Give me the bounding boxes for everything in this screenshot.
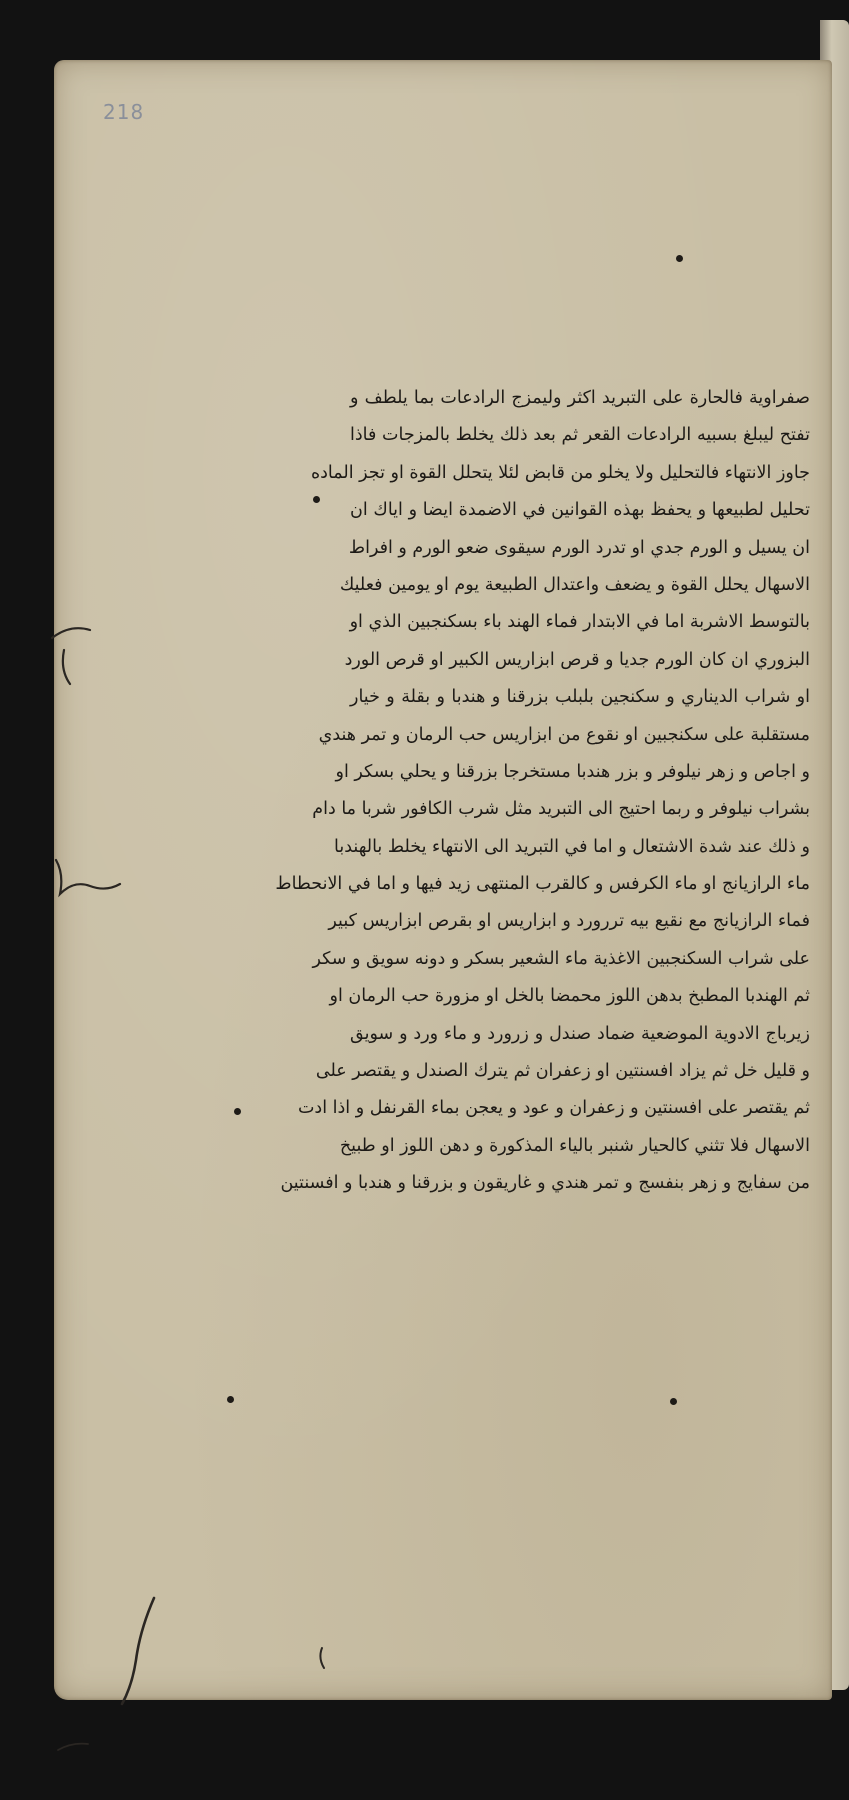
manuscript-line: من سفايج و زهر بنفسج و تمر هندي و غاريقون و بزرقنا و هندبا و افسنتين: [280, 1173, 810, 1194]
manuscript-line: و قليل خل ثم يزاد افسنتين او زعفران ثم يترك الصندل و يقتصر على: [315, 1061, 810, 1082]
margin-ink-stroke: [50, 620, 110, 690]
manuscript-line: تحليل لطبيعها و يحفظ بهذه القوانين في الاضمدة ايضا و اياك ان: [350, 500, 810, 521]
manuscript-line: الاسهال يحلل القوة و يضعف واعتدال الطبيعة يوم او يومين فعليك: [339, 574, 810, 595]
manuscript-page: [54, 60, 832, 1700]
manuscript-line: بالتوسط الاشربة اما في الابتدار فماء الهند باء بسكنجبين الذي او: [349, 612, 810, 633]
manuscript-line: جاوز الانتهاء فالتحليل ولا يخلو من قابض لئلا يتحلل القوة او تجز الماده: [310, 462, 810, 483]
manuscript-line: على شراب السكنجبين الاغذية ماء الشعير بسكر و دونه سويق و سكر: [312, 948, 810, 969]
manuscript-line: ثم يقتصر على افسنتين و زعفران و عود و يعجن بماء القرنفل و اذا ادت: [297, 1098, 810, 1119]
margin-ink-stroke: [312, 1644, 332, 1674]
manuscript-line: ثم الهندبا المطبخ بدهن اللوز محمضا بالخل او مزورة حب الرمان او: [329, 986, 810, 1007]
manuscript-line: الاسهال فلا تثني كالحيار شنبر بالياء المذكورة و دهن اللوز او طبيخ: [339, 1135, 810, 1156]
ink-dot: [670, 1398, 677, 1405]
margin-ink-stroke: [54, 1720, 94, 1760]
manuscript-line: و اجاص و زهر نيلوفر و بزر هندبا مستخرجا بزرقنا و يحلي بسكر او: [335, 761, 810, 782]
manuscript-line: و ذلك عند شدة الاشتعال و اما في التبريد الى الانتهاء يخلط بالهندبا: [334, 836, 810, 857]
folio-number: 218: [103, 100, 145, 124]
manuscript-line: تفتح ليبلغ بسبيه الرادعات القعر ثم بعد ذلك يخلط بالمزجات فاذا: [350, 425, 810, 446]
ink-dot: [227, 1396, 234, 1403]
manuscript-line: مستقلبة على سكنجبين او نقوع من ابزاريس حب الرمان و تمر هندي: [318, 724, 810, 745]
manuscript-line: البزوري ان كان الورم جديا و قرص ابزاريس الكبير او قرص الورد: [344, 649, 810, 670]
manuscript-line: فماء الرازيانج مع نقيع بيه تررورد و ابزاريس او بقرص ابزاريس كبير: [328, 911, 810, 932]
ink-dot: [234, 1108, 241, 1115]
manuscript-line: زيرباج الادوية الموضعية ضماد صندل و زرورد و ماء ورد و سويق: [350, 1023, 810, 1044]
manuscript-line: بشراب نيلوفر و ربما احتيج الى التبريد مثل شرب الكافور شربا ما دام: [312, 799, 810, 820]
ink-dot: [676, 255, 683, 262]
manuscript-text-block: [275, 380, 810, 1570]
margin-ink-stroke: [110, 1590, 170, 1710]
manuscript-line: صفراوية فالحارة على التبريد اكثر وليمزج الرادعات بما يلطف و: [350, 388, 810, 408]
manuscript-line: ان يسيل و الورم جدي او تدرد الورم سيقوى ضعو الورم و افراط: [348, 537, 810, 558]
margin-ink-stroke: [50, 850, 130, 910]
ink-dot: [313, 496, 320, 503]
manuscript-line: او شراب الديناري و سكنجين بلبلب بزرقنا و هندبا و بقلة و خيار: [350, 687, 810, 708]
manuscript-line: ماء الرازيانج او ماء الكرفس و كالقرب المنتهى زيد فيها و اما في الانحطاط: [275, 874, 810, 895]
